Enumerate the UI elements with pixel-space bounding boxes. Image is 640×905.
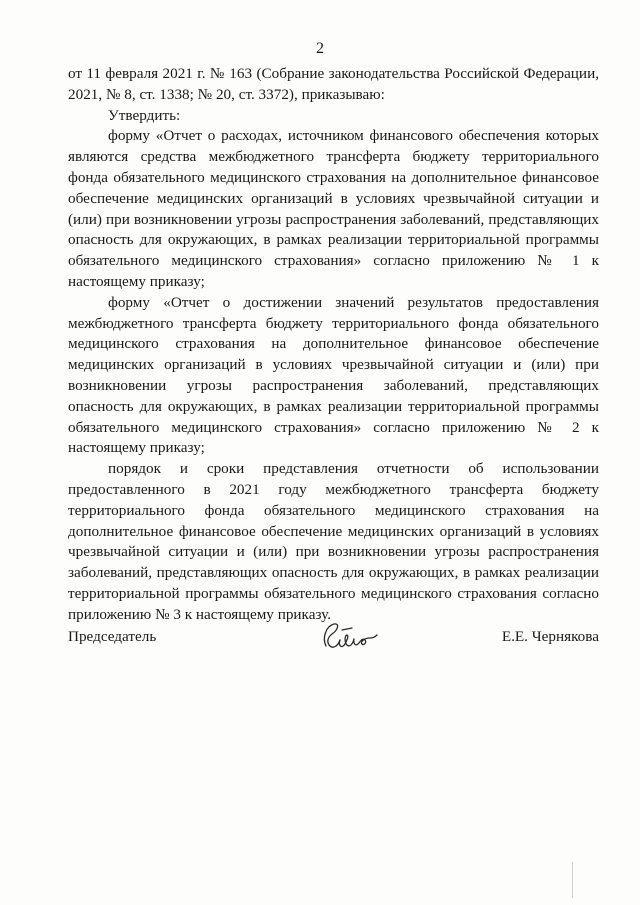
document-body — [68, 64, 599, 626]
paragraph-form-expenses-report: форму «Отчет о расходах, источником финансового обеспечения которых являются средства межбюджетного трансферта бюджету территориального фонда обязательного медицинского страхования на дополнительное финансовое обеспечение медицинских организаций в условиях чрезвычайной ситуации и (или) при возникновении угрозы распространения заболеваний, представляющих опасность для окружающих, в рамках реализации территориальной программы обязательного медицинского страхования» согласно приложению № 1 к настоящему приказу; — [68, 127, 599, 290]
signature-block — [68, 622, 599, 662]
paragraph-approve: Утвердить: — [108, 106, 181, 124]
paragraph-order-basis: от 11 февраля 2021 г. № 163 (Собрание законодательства Российской Федерации, 2021, № 8, ст. 1338; № 20, ст. 3372), приказываю: — [68, 65, 599, 103]
paragraph-reporting-procedure: порядок и сроки представления отчетности об использовании предоставленного в 2021 году межбюджетного трансферта бюджету территориального фонда обязательного медицинского страхования на дополнительное финансовое обеспечение медицинских организаций в условиях чрезвычайной ситуации и (или) при возникновении угрозы распространения заболеваний, представляющих опасность для окружающих, в рамках реализации территориальной программы обязательного медицинского страхования согласно приложению № 3 к настоящему приказу. — [68, 460, 599, 623]
signer-name: Е.Е. Чернякова — [501, 628, 599, 645]
signer-position: Председатель — [68, 628, 157, 645]
scan-margin-line — [572, 862, 573, 898]
paragraph-form-results-report: форму «Отчет о достижении значений результатов предоставления межбюджетного трансферта бюджету территориального фонда обязательного медицинского страхования на дополнительное финансовое обеспечение медицинских организаций в условиях чрезвычайной ситуации и (или) при возникновении угрозы распространения заболеваний, представляющих опасность для окружающих, в рамках реализации территориальной программы обязательного медицинского страхования» согласно приложению № 2 к настоящему приказу; — [68, 293, 599, 457]
page-number: 2 — [316, 40, 324, 57]
handwritten-signature-icon — [316, 616, 380, 660]
